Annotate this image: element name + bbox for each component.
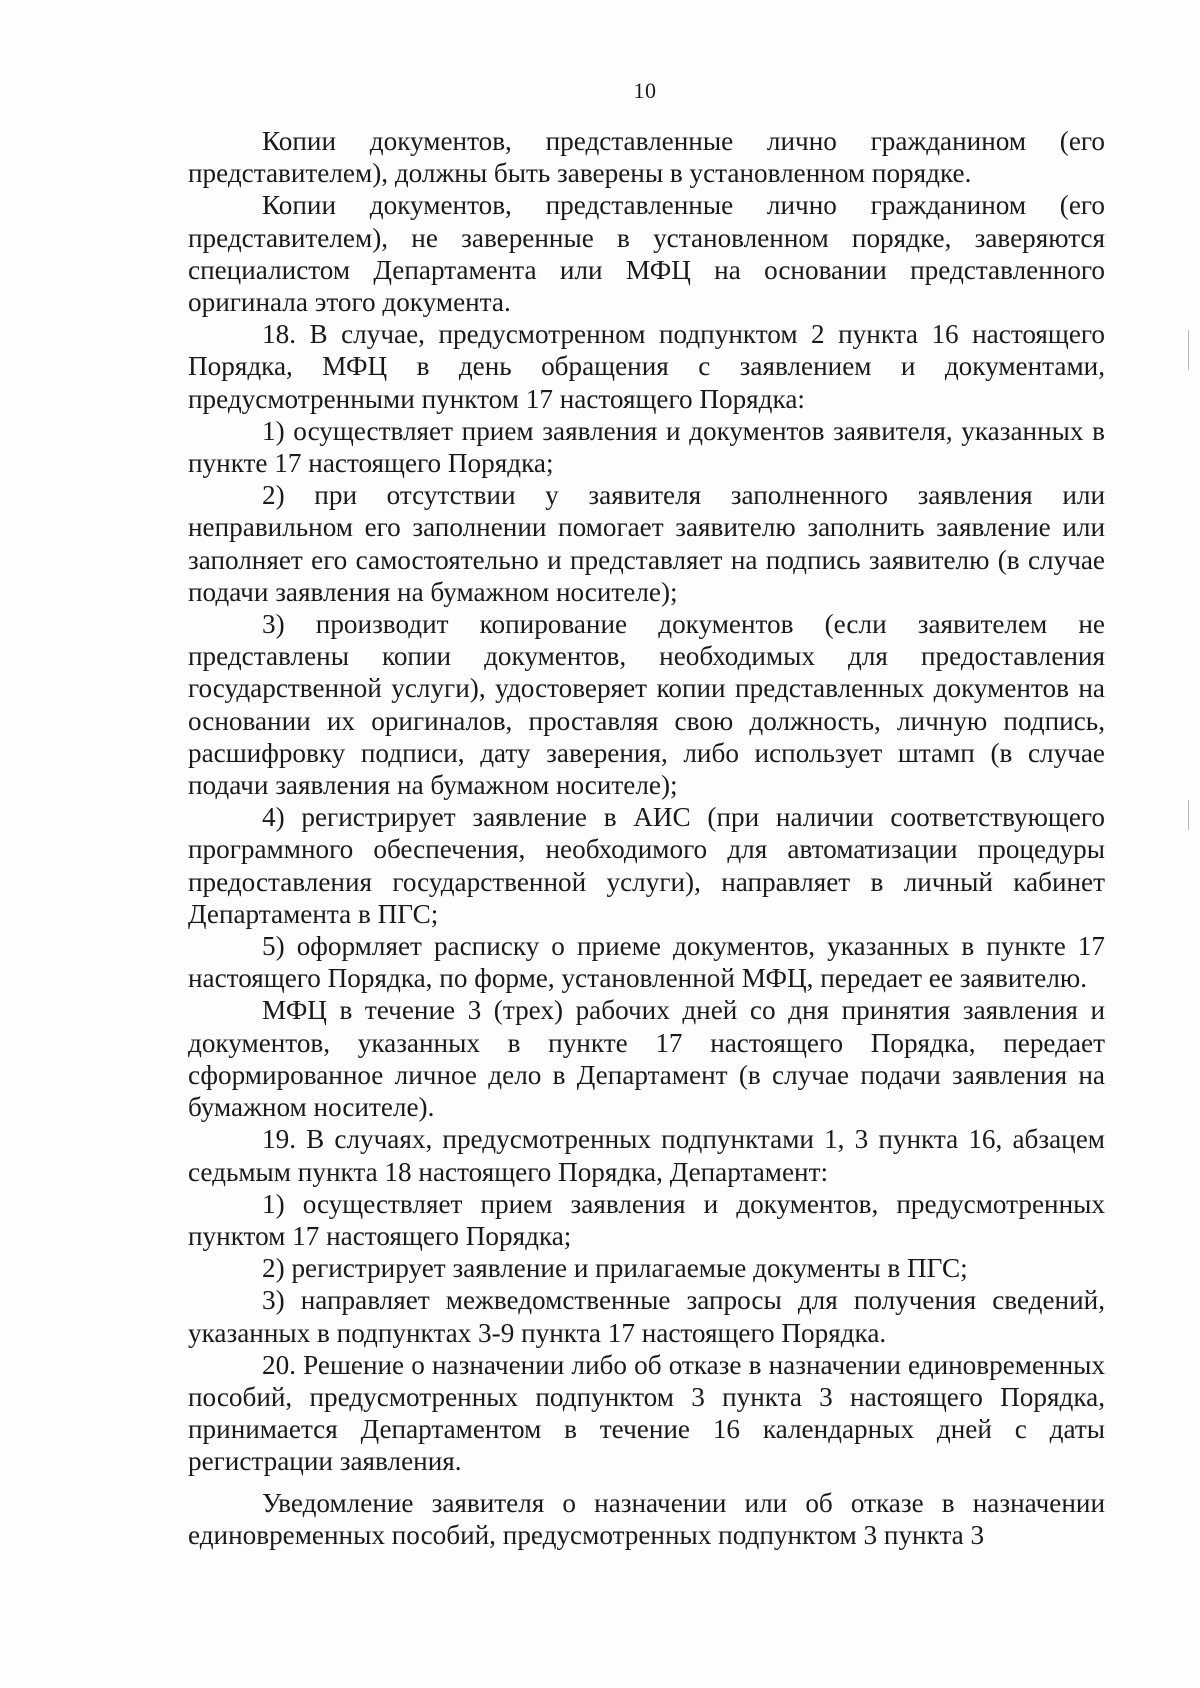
paragraph-notification: Уведомление заявителя о назначении или об отказе в назначении единовременных пособий, предусмотренных подпунктом 3 пункта 3 [188,1487,1105,1550]
paragraph-19-item-3: 3) направляет межведомственные запросы для получения сведений, указанных в подпунктах 3-9 пункта 17 настоящего Порядка. [188,1285,1105,1348]
paragraph-18-item-4: 4) регистрирует заявление в АИС (при наличии соответствующего программного обеспечения, необходимого для автоматизации процедуры предоставления государственной услуги), направляет в личный кабинет Департамента в ПГС; [188,802,1105,929]
paragraph-18-item-1: 1) осуществляет прием заявления и документов заявителя, указанных в пункте 17 настоящего Порядка; [188,415,1105,479]
paragraph-18-item-3: 3) производит копирование документов (если заявителем не представлены копии документов, необходимых для предоставления государственной услуги), удостоверяет копии представленных документов на основании их оригиналов, проставляя свою должность, личную подпись, расшифровку подписи, дату заверения, либо использует штамп (в случае подачи заявления на бумажном носителе); [188,609,1105,801]
scan-edge-mark [1188,330,1189,370]
paragraph-20: 20. Решение о назначении либо об отказе в назначении единовременных пособий, предусмотренных подпунктом 3 пункта 3 настоящего Порядка, принимается Департаментом в течение 16 календарных дней с даты регистрации заявления. [188,1349,1105,1477]
scan-edge-mark [1188,800,1189,830]
paragraph-18-item-2: 2) при отсутствии у заявителя заполненного заявления или неправильном его заполнении помогает заявителю заполнить заявление или заполняет его самостоятельно и представляет на подпись заявителю (в случае подачи заявления на бумажном носителе); [188,480,1105,607]
page-number: 10 [633,78,657,103]
document-body [188,125,1105,1551]
paragraph-copies-uncertified: Копии документов, представленные лично гражданином (его представителем), не заверенные в установленном порядке, заверяются специалистом Департамента или МФЦ на основании представленного оригинала этого документа. [188,190,1105,318]
paragraph-19-item-1: 1) осуществляет прием заявления и документов, предусмотренных пунктом 17 настоящего Порядка; [188,1188,1105,1251]
paragraph-18-item-5: 5) оформляет расписку о приеме документов, указанных в пункте 17 настоящего Порядка, по форме, установленной МФЦ, передает ее заявителю. [188,931,1105,994]
paragraph-copies-certified: Копии документов, представленные лично гражданином (его представителем), должны быть заверены в установленном порядке. [188,126,1105,189]
paragraph-19: 19. В случаях, предусмотренных подпунктами 1, 3 пункта 16, абзацем седьмым пункта 18 настоящего Порядка, Департамент: [188,1124,1105,1187]
paragraph-19-item-2: 2) регистрирует заявление и прилагаемые документы в ПГС; [262,1253,968,1284]
paragraph-mfc-transfer: МФЦ в течение 3 (трех) рабочих дней со дня принятия заявления и документов, указанных в пункте 17 настоящего Порядка, передает сформированное личное дело в Департамент (в случае подачи заявления на бумажном носителе). [188,995,1105,1123]
paragraph-18: 18. В случае, предусмотренном подпунктом 2 пункта 16 настоящего Порядка, МФЦ в день обращения с заявлением и документами, предусмотренными пунктом 17 настоящего Порядка: [188,319,1105,414]
